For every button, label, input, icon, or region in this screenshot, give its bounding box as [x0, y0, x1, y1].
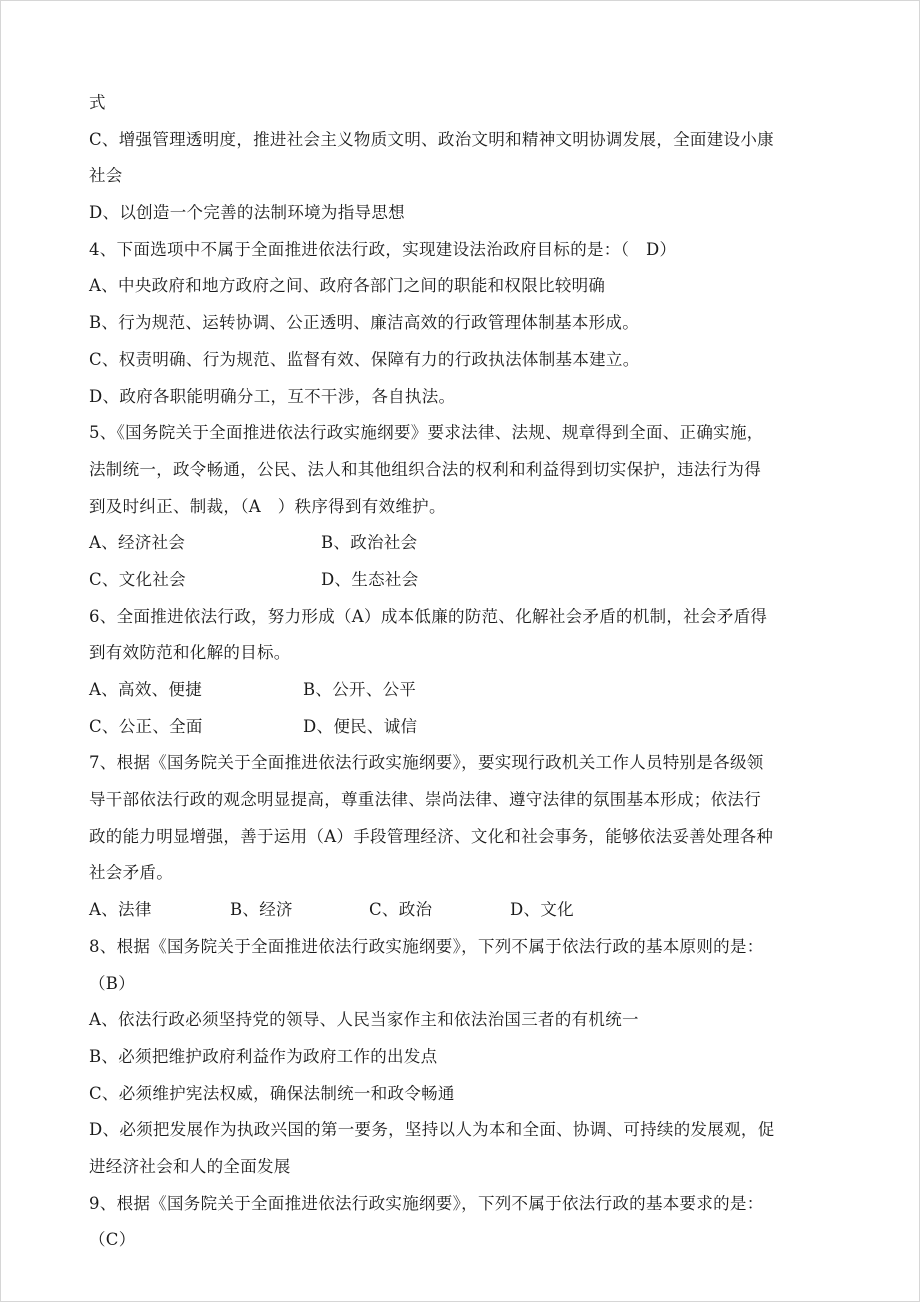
text-line: 法制统一，政令畅通，公民、法人和其他组织合法的权利和利益得到切实保护，违法行为得 [89, 459, 761, 479]
q5-option-b: B、政治社会 [321, 533, 418, 553]
text-line: 到及时纠正、制裁，（A ）秩序得到有效维护。 [89, 496, 446, 516]
text-line: 社会 [89, 166, 123, 186]
q5-option-a: A、经济社会 [89, 533, 186, 553]
q7-option-b: B、经济 [230, 900, 293, 920]
q7-options-row [89, 892, 849, 929]
text-line: 导干部依法行政的观念明显提高，尊重法律、崇尚法律、遵守法律的氛围基本形成；依法行 [89, 790, 761, 810]
q6-options-row-2 [89, 709, 849, 746]
text-line: 进经济社会和人的全面发展 [89, 1156, 291, 1176]
text-line: B、行为规范、运转协调、公正透明、廉洁高效的行政管理体制基本形成。 [89, 313, 640, 333]
q5-option-d: D、生态社会 [321, 569, 419, 589]
question-7: 7、根据《国务院关于全面推进依法行政实施纲要》，要实现行政机关工作人员特别是各级领 [89, 753, 764, 773]
q5-options-row-1 [89, 525, 849, 562]
question-4: 4、下面选项中不属于全面推进依法行政，实现建设法治政府目标的是：（ D） [89, 239, 677, 259]
q5-options-row-2 [89, 562, 849, 599]
q7-option-a: A、法律 [89, 900, 152, 920]
q6-option-b: B、公开、公平 [303, 680, 417, 699]
text-line: C、必须维护宪法权威，确保法制统一和政令畅通 [89, 1083, 455, 1103]
text-line: C、增强管理透明度，推进社会主义物质文明、政治文明和精神文明协调发展，全面建设小康 [89, 129, 774, 149]
text-line: 到有效防范和化解的目标。 [89, 643, 291, 663]
question-8: 8、根据《国务院关于全面推进依法行政实施纲要》，下列不属于依法行政的基本原则的是： [89, 936, 764, 956]
q7-option-d: D、文化 [510, 900, 574, 920]
text-line: D、以创造一个完善的法制环境为指导思想 [89, 203, 405, 223]
text-line: （C） [89, 1230, 136, 1250]
q6-option-c: C、公正、全面 [89, 716, 203, 736]
text-line: （B） [89, 973, 136, 993]
text-line: 式 [89, 93, 106, 112]
q6-option-d: D、便民、诚信 [303, 716, 418, 736]
q5-option-c: C、文化社会 [89, 569, 186, 589]
text-line: C、权责明确、行为规范、监督有效、保障有力的行政执法体制基本建立。 [89, 349, 640, 369]
text-line: A、依法行政必须坚持党的领导、人民当家作主和依法治国三者的有机统一 [89, 1010, 639, 1030]
text-line: D、政府各职能明确分工，互不干涉，各自执法。 [89, 386, 456, 406]
text-line: 政的能力明显增强，善于运用（A）手段管理经济、文化和社会事务，能够依法妥善处理各种 [89, 826, 774, 846]
text-line: B、必须把维护政府利益作为政府工作的出发点 [89, 1046, 438, 1066]
text-line: D、必须把发展作为执政兴国的第一要务，坚持以人为本和全面、协调、可持续的发展观，促 [89, 1120, 775, 1140]
q7-option-c: C、政治 [369, 900, 433, 920]
question-6: 6、全面推进依法行政，努力形成（A）成本低廉的防范、化解社会矛盾的机制，社会矛盾得 [89, 606, 768, 626]
question-9: 9、根据《国务院关于全面推进依法行政实施纲要》，下列不属于依法行政的基本要求的是： [89, 1193, 764, 1213]
document-body [89, 85, 849, 1259]
text-line: A、中央政府和地方政府之间、政府各部门之间的职能和权限比较明确 [89, 276, 606, 296]
q6-options-row-1 [89, 672, 849, 709]
text-line: 社会矛盾。 [89, 863, 173, 883]
question-5: 5、《国务院关于全面推进依法行政实施纲要》要求法律、法规、规章得到全面、正确实施， [89, 423, 764, 443]
q6-option-a: A、高效、便捷 [89, 680, 203, 699]
